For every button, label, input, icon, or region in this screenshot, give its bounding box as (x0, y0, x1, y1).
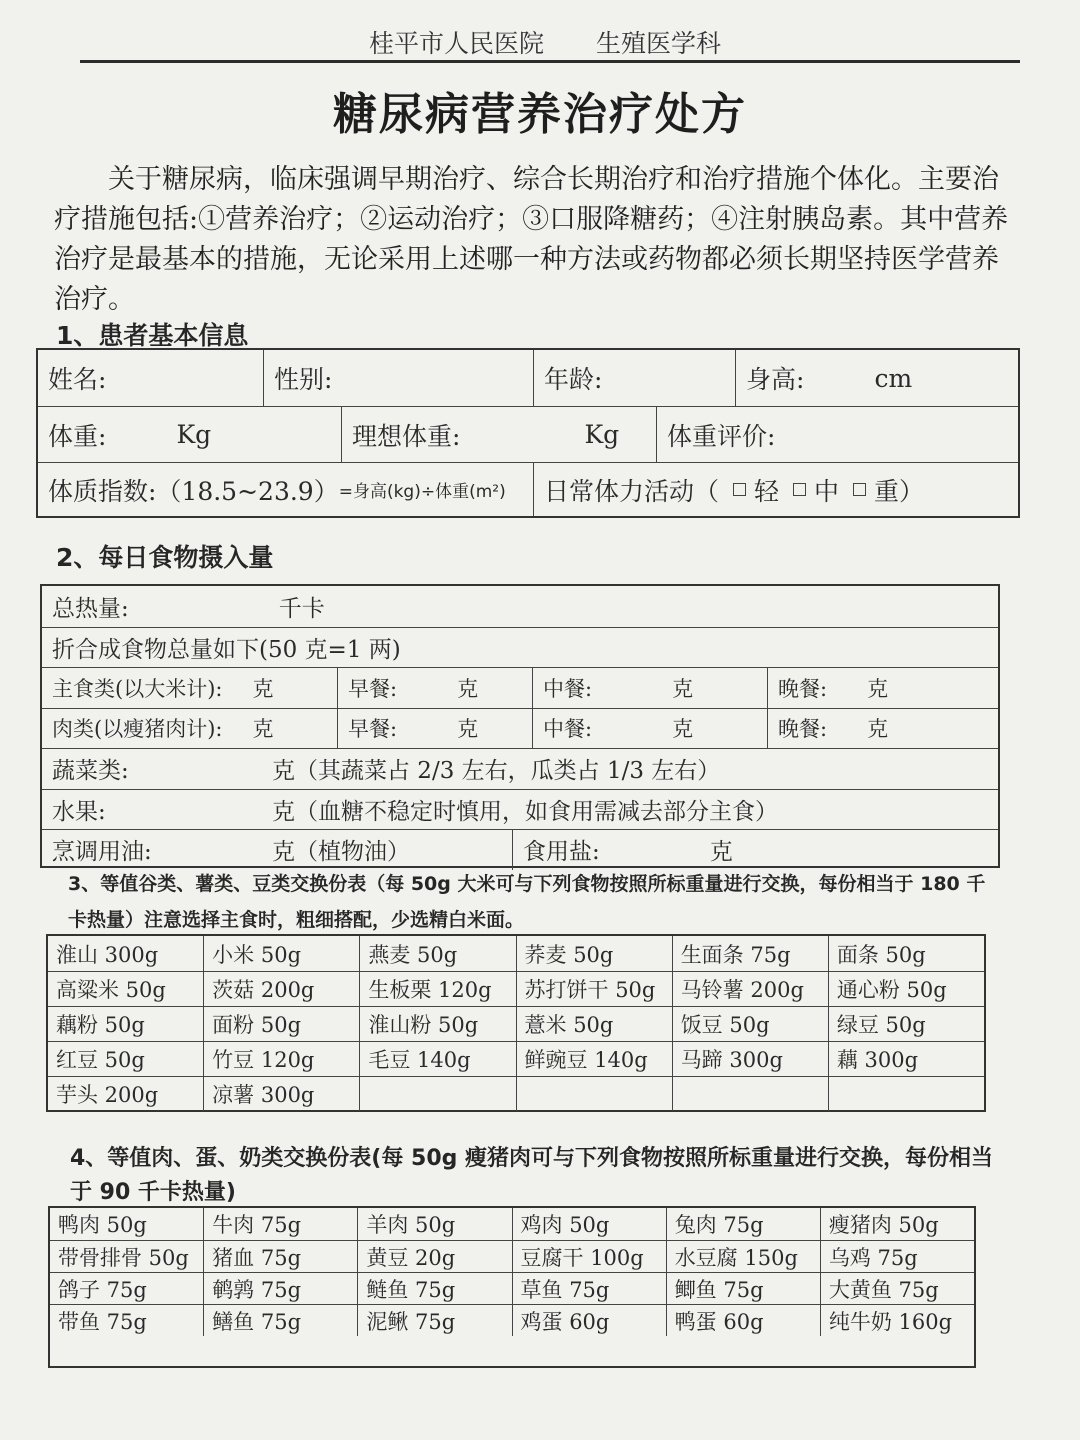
weight-label: 体重: (48, 421, 107, 451)
table-cell: 茨菇 200g (203, 972, 359, 1006)
table-cell: 鳝鱼 75g (203, 1305, 357, 1336)
fruit-label: 水果: (52, 798, 106, 825)
meat-dinner-gram: 克 (867, 717, 889, 742)
activity-light-label: 轻 (754, 476, 780, 506)
document-header (80, 24, 1010, 60)
table-cell: 带鱼 75g (58, 1309, 147, 1334)
table-cell: 饭豆 50g (672, 1007, 828, 1041)
table-cell: 兔肉 75g (666, 1208, 820, 1240)
meat-lunch-field[interactable] (532, 709, 767, 749)
table-cell: 鲢鱼 75g (357, 1273, 511, 1304)
table-cell: 羊肉 50g (357, 1208, 511, 1240)
staple-dinner-field[interactable] (767, 668, 998, 708)
section-3-note: 3、等值谷类、薯类、豆类交换份表（每 50g 大米可与下列食物按照所标重量进行交换，每份相当于 180 千卡热量）注意选择主食时，粗细搭配，少选精白米面。 (68, 873, 986, 931)
header-rule (80, 60, 1020, 63)
staple-dinner-gram: 克 (867, 676, 889, 701)
staple-breakfast-gram: 克 (457, 676, 479, 701)
table-cell: 水豆腐 150g (666, 1241, 820, 1272)
weight-eval-field[interactable] (656, 407, 1018, 462)
staple-label: 主食类(以大米计): (52, 676, 223, 701)
table-row (48, 971, 984, 1006)
name-field[interactable] (38, 350, 263, 406)
daily-intake-table (40, 584, 1000, 868)
activity-label: 日常体力活动（ (544, 476, 720, 506)
table-cell: 草鱼 75g (512, 1273, 666, 1304)
fruit-field[interactable] (42, 790, 998, 830)
fruit-note: 克（血糖不稳定时慎用，如食用需减去部分主食） (272, 798, 778, 825)
meat-dinner-field[interactable] (767, 709, 998, 749)
document-title: 糖尿病营养治疗处方 (333, 89, 747, 140)
meat-breakfast-label: 早餐: (348, 717, 398, 742)
activity-light-checkbox[interactable] (733, 483, 746, 496)
activity-medium-label: 中 (814, 476, 840, 506)
age-label: 年龄: (544, 365, 603, 394)
table-cell: 鲜豌豆 140g (516, 1042, 672, 1076)
activity-heavy-checkbox[interactable] (853, 483, 866, 496)
ideal-weight-unit: Kg (584, 420, 620, 449)
activity-field (533, 463, 1018, 516)
staple-gram: 克 (252, 676, 274, 701)
bmi-formula: =身高(kg)÷体重(m²) (338, 482, 506, 502)
table-cell: 竹豆 120g (203, 1042, 359, 1076)
table-cell: 淮山 300g (56, 942, 159, 967)
meat-lunch-gram: 克 (672, 717, 694, 742)
staple-lunch-label: 中餐: (543, 676, 593, 701)
gender-label: 性别: (274, 365, 333, 394)
meat-exchange-table (48, 1206, 976, 1368)
staple-total-field[interactable] (42, 668, 337, 708)
height-label: 身高: (746, 365, 805, 394)
meat-breakfast-field[interactable] (337, 709, 532, 749)
table-cell: 红豆 50g (56, 1048, 145, 1072)
gender-field[interactable] (263, 350, 533, 406)
oil-label: 烹调用油: (52, 839, 152, 866)
table-cell: 鸽子 75g (58, 1277, 147, 1302)
total-calories-field[interactable] (42, 586, 998, 627)
table-cell: 苏打饼干 50g (516, 972, 672, 1006)
table-cell: 豆腐干 100g (512, 1241, 666, 1272)
vegetable-field[interactable] (42, 749, 998, 789)
table-cell: 小米 50g (203, 936, 359, 971)
meat-gram: 克 (252, 717, 274, 742)
section-1-heading: 1、患者基本信息 (56, 321, 249, 350)
department-name: 生殖医学科 (596, 29, 722, 58)
table-cell: 鲫鱼 75g (666, 1273, 820, 1304)
table-cell: 藕 300g (828, 1042, 984, 1076)
weight-eval-label: 体重评价: (667, 421, 776, 451)
ideal-weight-label: 理想体重: (352, 421, 461, 451)
table-row (48, 1076, 984, 1111)
bmi-label: 体质指数:（18.5~23.9） (48, 476, 339, 506)
table-cell: 凉薯 300g (203, 1077, 359, 1111)
table-cell: 芋头 200g (56, 1083, 159, 1107)
section-4-note: 4、等值肉、蛋、奶类交换份表(每 50g 瘦猪肉可与下列食物按照所标重量进行交换，每份相当于 90 千卡热量) (70, 1146, 994, 1205)
patient-info-table (36, 348, 1020, 518)
staple-dinner-label: 晚餐: (778, 676, 828, 701)
conversion-note: 折合成食物总量如下(50 克=1 两) (52, 636, 401, 663)
oil-note: 克（植物油） (272, 839, 410, 866)
table-cell: 鸭蛋 60g (666, 1305, 820, 1336)
hospital-name: 桂平市人民医院 (368, 29, 544, 58)
table-cell: 生板栗 120g (359, 972, 515, 1006)
meat-lunch-label: 中餐: (543, 717, 593, 742)
table-cell (516, 1077, 672, 1111)
table-cell: 马蹄 300g (672, 1042, 828, 1076)
table-cell: 薏米 50g (516, 1007, 672, 1041)
table-cell: 面条 50g (828, 936, 984, 971)
table-cell: 高粱米 50g (56, 978, 166, 1002)
height-unit: cm (874, 363, 913, 393)
table-cell: 猪血 75g (203, 1241, 357, 1272)
meat-breakfast-gram: 克 (457, 717, 479, 742)
ideal-weight-field[interactable] (341, 407, 656, 462)
intro-paragraph: 关于糖尿病，临床强调早期治疗、综合长期治疗和治疗措施个体化。主要治疗措施包括:①营养治疗；②运动治疗；③口服降糖药；④注射胰岛素。其中营养治疗是最基本的措施，无论采用上述哪一种方法或药物都必须长期坚持医学营养治疗。 (54, 164, 1009, 315)
table-cell: 鹌鹑 75g (203, 1273, 357, 1304)
staple-lunch-field[interactable] (532, 668, 767, 708)
table-cell: 大黄鱼 75g (820, 1273, 974, 1304)
meat-total-field[interactable] (42, 709, 337, 749)
table-cell: 绿豆 50g (828, 1007, 984, 1041)
height-field[interactable] (735, 350, 1018, 406)
table-cell (828, 1077, 984, 1111)
weight-unit: Kg (176, 420, 212, 449)
table-cell (359, 1077, 515, 1111)
salt-field[interactable] (512, 830, 998, 870)
table-cell: 淮山粉 50g (359, 1007, 515, 1041)
section-2-heading: 2、每日食物摄入量 (56, 543, 274, 572)
table-cell: 通心粉 50g (828, 972, 984, 1006)
table-row (48, 1041, 984, 1076)
table-cell: 荞麦 50g (516, 936, 672, 971)
bmi-field[interactable] (38, 463, 533, 516)
salt-label: 食用盐: (523, 839, 600, 866)
meat-dinner-label: 晚餐: (778, 717, 828, 742)
table-cell: 燕麦 50g (359, 936, 515, 971)
salt-unit: 克 (709, 839, 733, 866)
table-cell: 毛豆 140g (359, 1042, 515, 1076)
table-row (50, 1272, 974, 1304)
oil-field[interactable] (42, 830, 512, 870)
activity-medium-checkbox[interactable] (793, 483, 806, 496)
activity-heavy-label: 重） (874, 476, 925, 506)
table-cell: 鸭肉 50g (58, 1213, 147, 1237)
table-row (50, 1208, 974, 1240)
grain-exchange-table (46, 934, 986, 1112)
table-cell: 鸡蛋 60g (512, 1305, 666, 1336)
name-label: 姓名: (48, 365, 107, 394)
table-cell: 泥鳅 75g (357, 1305, 511, 1336)
table-cell: 牛肉 75g (203, 1208, 357, 1240)
total-calories-unit: 千卡 (278, 595, 325, 622)
vegetable-note: 克（其蔬菜占 2/3 左右，瓜类占 1/3 左右） (272, 758, 721, 785)
vegetable-label: 蔬菜类: (52, 758, 129, 785)
staple-breakfast-field[interactable] (337, 668, 532, 708)
table-cell: 藕粉 50g (56, 1013, 145, 1037)
age-field[interactable] (533, 350, 735, 406)
table-cell: 纯牛奶 160g (820, 1305, 974, 1336)
weight-field[interactable] (38, 407, 341, 462)
table-row (50, 1304, 974, 1336)
meat-label: 肉类(以瘦猪肉计): (52, 717, 223, 742)
table-cell: 黄豆 20g (357, 1241, 511, 1272)
table-cell: 鸡肉 50g (512, 1208, 666, 1240)
table-cell: 面粉 50g (203, 1007, 359, 1041)
staple-lunch-gram: 克 (672, 676, 694, 701)
table-cell: 乌鸡 75g (820, 1241, 974, 1272)
table-cell (672, 1077, 828, 1111)
table-cell: 带骨排骨 50g (58, 1245, 189, 1270)
table-cell: 马铃薯 200g (672, 972, 828, 1006)
staple-breakfast-label: 早餐: (348, 676, 398, 701)
total-calories-label: 总热量: (52, 595, 129, 622)
table-cell: 生面条 75g (672, 936, 828, 971)
table-row (48, 1006, 984, 1041)
table-row (50, 1240, 974, 1272)
table-row (48, 936, 984, 971)
table-cell: 瘦猪肉 50g (820, 1208, 974, 1240)
